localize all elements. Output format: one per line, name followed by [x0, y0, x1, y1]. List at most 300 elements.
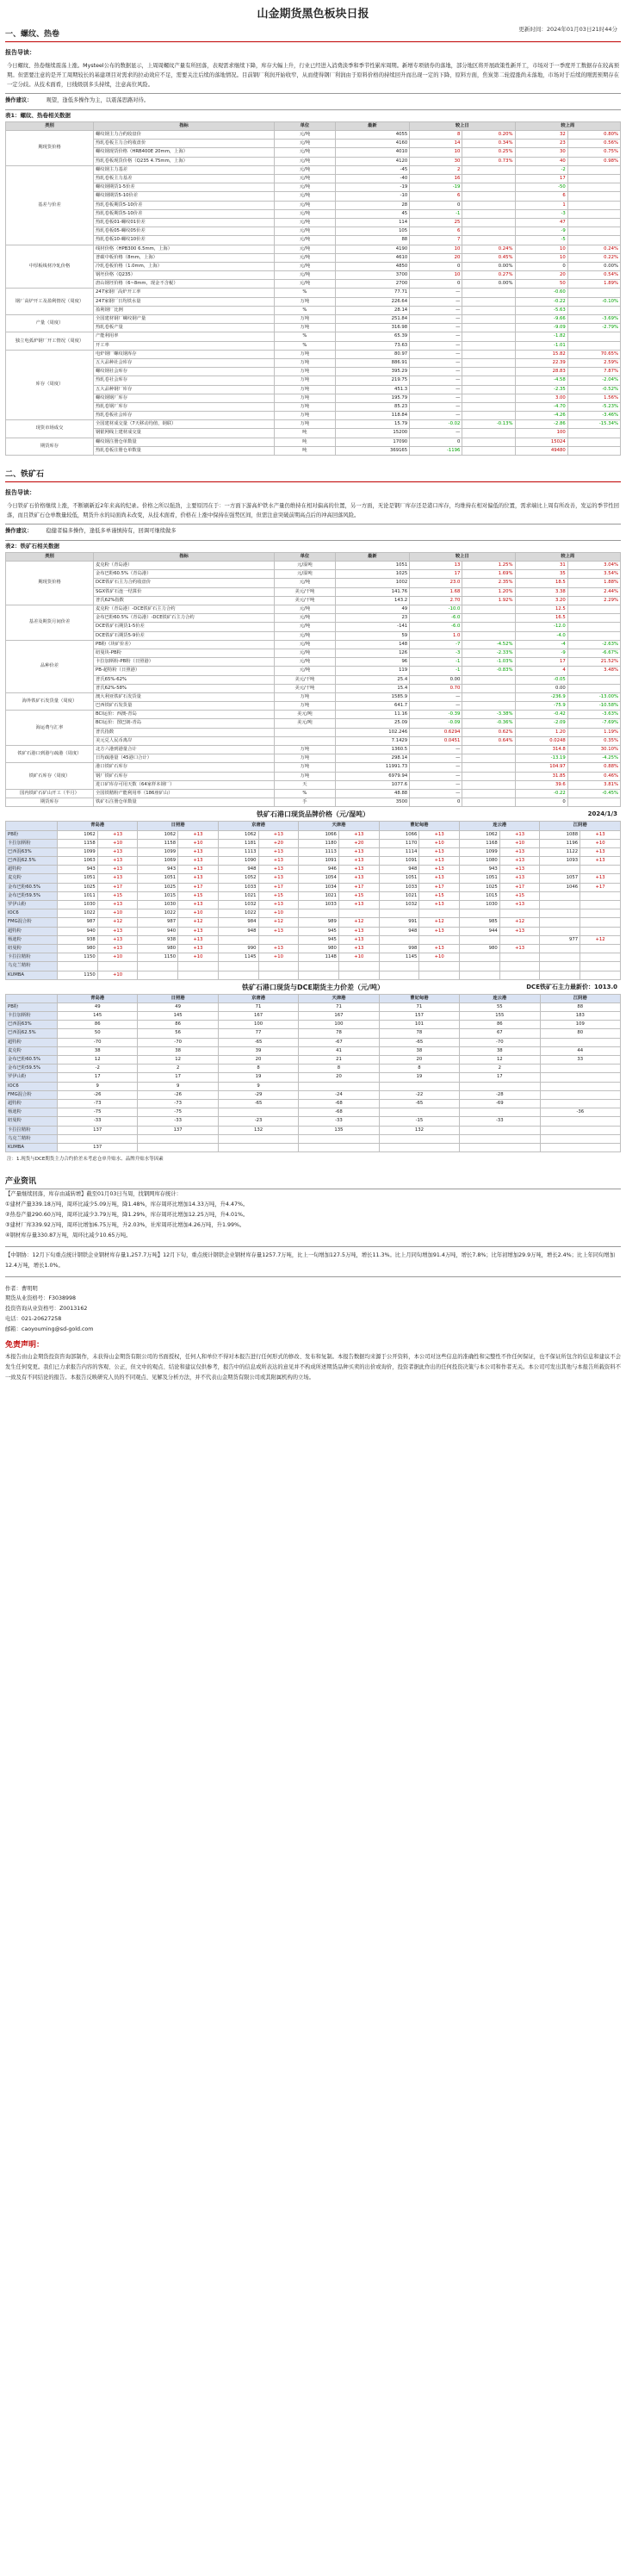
- change-cell: [338, 909, 379, 918]
- change-cell: +13: [97, 857, 138, 866]
- brand-cell: 乌克兰精粉: [6, 1134, 58, 1143]
- change-cell: [462, 789, 515, 798]
- author-email[interactable]: 邮箱：caoyouming@sd-gold.com: [5, 1326, 94, 1333]
- change-cell: -0.22: [515, 789, 567, 798]
- unit-cell: 元/吨: [275, 262, 335, 270]
- unit-cell: 万吨: [275, 746, 335, 754]
- unit-cell: 元/吨: [275, 131, 335, 140]
- table-row: [6, 412, 621, 420]
- change-cell: [580, 901, 621, 909]
- change-cell: [462, 402, 515, 411]
- price-cell: 990: [218, 944, 258, 953]
- change-cell: —: [410, 350, 462, 358]
- latest-cell: 316.98: [335, 324, 410, 332]
- change-cell: 0.00%: [462, 280, 515, 289]
- change-cell: 10: [515, 253, 567, 262]
- basis-cell: 80: [540, 1029, 620, 1038]
- change-cell: -3.69%: [567, 315, 620, 324]
- brand-cell: 卡拉加斯粉: [6, 839, 58, 847]
- change-cell: 2.59%: [567, 358, 620, 367]
- unit-cell: 元/吨: [275, 192, 335, 201]
- latest-cell: 3700: [335, 271, 410, 280]
- latest-cell: 118.84: [335, 412, 410, 420]
- change-cell: 31: [515, 562, 567, 570]
- latest-cell: 226.64: [335, 297, 410, 306]
- indicator-cell: 热轧卷板社会库存: [94, 412, 275, 420]
- price-cell: 980: [58, 944, 98, 953]
- news-item: ④钢材库存量330.87万吨，周环比减少10.65万吨。: [5, 1232, 132, 1238]
- change-cell: 0.56%: [567, 140, 620, 148]
- change-cell: —: [410, 702, 462, 711]
- indicator-cell: 冷轧卷板价格（1.0mm，上海）: [94, 262, 275, 270]
- price-cell: [299, 971, 339, 979]
- basis-cell: [540, 1117, 620, 1126]
- latest-cell: 2700: [335, 280, 410, 289]
- change-cell: —: [410, 754, 462, 763]
- change-cell: [567, 675, 620, 684]
- change-cell: [462, 165, 515, 174]
- change-cell: -1: [410, 209, 462, 218]
- basis-cell: [540, 1038, 620, 1046]
- basis-cell: 39: [218, 1046, 298, 1055]
- price-cell: 1150: [138, 953, 178, 962]
- change-cell: +15: [419, 891, 460, 900]
- price-cell: 984: [218, 918, 258, 927]
- latest-cell: 1077.6: [335, 780, 410, 789]
- change-cell: +10: [580, 839, 621, 847]
- change-cell: -0.10%: [567, 297, 620, 306]
- change-cell: -1196: [410, 446, 462, 455]
- price-cell: 1145: [218, 953, 258, 962]
- change-cell: 22.39: [515, 358, 567, 367]
- price-cell: 940: [58, 927, 98, 935]
- change-cell: -10.0: [410, 605, 462, 614]
- change-cell: +13: [499, 874, 540, 883]
- table-row: [6, 605, 621, 614]
- change-cell: [567, 605, 620, 614]
- indicator-cell: 美元兑人民币离岸: [94, 736, 275, 745]
- latest-cell: 45: [335, 209, 410, 218]
- unit-cell: 元/吨: [275, 605, 335, 614]
- change-cell: +13: [338, 927, 379, 935]
- brand-cell: 巴西混63%: [6, 1021, 58, 1029]
- change-cell: +13: [499, 927, 540, 935]
- change-cell: [462, 385, 515, 394]
- indicator-cell: 日均疏港量（45港口合计）: [94, 754, 275, 763]
- change-cell: 20: [515, 271, 567, 280]
- basis-cell: -33: [299, 1117, 379, 1126]
- unit-cell: 吨: [275, 446, 335, 455]
- price-cell: 1051: [460, 874, 500, 883]
- change-cell: +13: [97, 927, 138, 935]
- change-cell: +13: [258, 944, 299, 953]
- price-cell: [540, 901, 580, 909]
- indicator-cell: 钢坯价格（Q235）: [94, 271, 275, 280]
- table-row: [6, 562, 621, 570]
- table-row: [6, 1099, 621, 1108]
- change-cell: —: [410, 289, 462, 297]
- change-cell: 32: [515, 131, 567, 140]
- category-cell: 库存（周度）: [6, 350, 94, 420]
- basis-cell: [218, 1108, 298, 1117]
- change-cell: [462, 684, 515, 692]
- price-cell: [218, 962, 258, 971]
- brand-cell: 卡拉拉精粉: [6, 1126, 58, 1134]
- basis-cell: -65: [379, 1038, 459, 1046]
- latest-cell: 4610: [335, 253, 410, 262]
- change-cell: -13.19: [515, 754, 567, 763]
- category-cell: 国内铁矿石矿山开工（半月）: [6, 789, 94, 798]
- change-cell: [258, 971, 299, 979]
- change-cell: [462, 702, 515, 711]
- change-cell: +17: [97, 883, 138, 891]
- price-cell: [299, 909, 339, 918]
- port-basis-note-label: DCE铁矿石主力最新价：: [526, 983, 594, 990]
- latest-cell: 11991.73: [335, 763, 410, 772]
- news-list-1: [5, 1189, 621, 1241]
- latest-cell: 195.79: [335, 394, 410, 402]
- table-row: [6, 148, 621, 157]
- change-cell: 7.87%: [567, 368, 620, 376]
- port-header: 天津港: [299, 822, 379, 830]
- price-cell: [540, 891, 580, 900]
- change-cell: 3.20: [515, 596, 567, 605]
- unit-cell: 元/吨: [275, 631, 335, 640]
- change-cell: +13: [499, 901, 540, 909]
- change-cell: +13: [419, 857, 460, 866]
- price-cell: 1091: [299, 857, 339, 866]
- table-row: [6, 1073, 621, 1082]
- change-cell: [419, 909, 460, 918]
- change-cell: -2.04%: [567, 376, 620, 385]
- change-cell: [462, 350, 515, 358]
- unit-cell: 万吨: [275, 763, 335, 772]
- latest-cell: 219.75: [335, 376, 410, 385]
- unit-cell: 美元/吨: [275, 719, 335, 728]
- change-cell: [580, 927, 621, 935]
- unit-cell: 吨: [275, 429, 335, 438]
- divider: [5, 524, 621, 525]
- price-cell: 943: [460, 866, 500, 874]
- brand-cell: FMG混合粉: [6, 918, 58, 927]
- price-cell: 944: [460, 927, 500, 935]
- change-cell: -5.23%: [567, 402, 620, 411]
- unit-cell: 元/吨: [275, 253, 335, 262]
- price-cell: 1022: [218, 909, 258, 918]
- change-cell: 10: [410, 271, 462, 280]
- change-cell: -0.05: [515, 675, 567, 684]
- price-cell: 1113: [299, 847, 339, 856]
- change-cell: -2.09: [515, 719, 567, 728]
- basis-cell: 71: [299, 1002, 379, 1011]
- indicator-cell: 铁矿石注册仓单数量: [94, 798, 275, 807]
- table-header: 单位: [275, 121, 335, 130]
- change-cell: 39.6: [515, 780, 567, 789]
- change-cell: +10: [419, 839, 460, 847]
- change-cell: 2.44%: [567, 587, 620, 596]
- table-row: [6, 236, 621, 245]
- price-cell: 940: [138, 927, 178, 935]
- table-row: [6, 711, 621, 719]
- table-row: [6, 394, 621, 402]
- change-cell: —: [410, 412, 462, 420]
- latest-cell: 1002: [335, 579, 410, 587]
- change-cell: 0.62%: [462, 728, 515, 736]
- basis-cell: -33: [138, 1117, 218, 1126]
- table-row: [6, 918, 621, 927]
- change-cell: [567, 798, 620, 807]
- change-cell: -50: [515, 183, 567, 192]
- change-cell: 1.92%: [462, 596, 515, 605]
- indicator-cell: 热轧卷板现货价格（Q235 4.75mm，上海）: [94, 157, 275, 165]
- basis-cell: 135: [299, 1126, 379, 1134]
- basis-cell: [460, 1108, 540, 1117]
- indicator-cell: BCI运价：西澳-青岛: [94, 711, 275, 719]
- unit-cell: 元/吨: [275, 227, 335, 236]
- latest-cell: 451.3: [335, 385, 410, 394]
- change-cell: -3.38%: [462, 711, 515, 719]
- unit-cell: 万吨: [275, 385, 335, 394]
- change-cell: 25: [410, 218, 462, 227]
- basis-cell: 38: [379, 1046, 459, 1055]
- change-cell: +15: [499, 891, 540, 900]
- change-cell: -0.39: [410, 711, 462, 719]
- change-cell: 47: [515, 218, 567, 227]
- table-row: [6, 857, 621, 866]
- unit-cell: 天: [275, 780, 335, 789]
- basis-cell: 71: [218, 1002, 298, 1011]
- price-cell: 1057: [540, 874, 580, 883]
- table-header: 最新: [335, 121, 410, 130]
- s1-strategy: [5, 97, 621, 105]
- unit-cell: %: [275, 789, 335, 798]
- change-cell: -4: [515, 640, 567, 649]
- change-cell: -13.00%: [567, 692, 620, 701]
- latest-cell: -10: [335, 192, 410, 201]
- price-cell: 1181: [218, 839, 258, 847]
- indicator-cell: 钢银网线上建材成交量: [94, 429, 275, 438]
- brand-cell: 纽曼粉: [6, 1117, 58, 1126]
- port-header: 日照港: [138, 994, 218, 1002]
- price-cell: 1063: [58, 857, 98, 866]
- change-cell: -9.09: [515, 324, 567, 332]
- port-basis-note-value: 1013.0: [593, 983, 617, 990]
- change-cell: [462, 429, 515, 438]
- basis-cell: [460, 1126, 540, 1134]
- change-cell: 15024: [515, 438, 567, 446]
- s2-strategy-text: 稳健者偏多操作，逢低多单谨慎持有，回调可继续做多: [46, 527, 177, 534]
- change-cell: 35: [515, 570, 567, 579]
- table-header: 指标: [94, 552, 275, 561]
- price-cell: 1025: [460, 883, 500, 891]
- indicator-cell: 盈利钢厂比例: [94, 306, 275, 314]
- table-row: [6, 332, 621, 341]
- change-cell: -2.33%: [462, 649, 515, 657]
- change-cell: [567, 341, 620, 350]
- category-cell: 品种价差: [6, 640, 94, 692]
- basis-cell: 167: [218, 1012, 298, 1021]
- price-cell: 1158: [138, 839, 178, 847]
- change-cell: 0.00: [410, 675, 462, 684]
- change-cell: [580, 962, 621, 971]
- change-cell: +10: [258, 909, 299, 918]
- indicator-cell: 螺纹钢现货价格（HRB400E 20mm，上海）: [94, 148, 275, 157]
- unit-cell: 万吨: [275, 692, 335, 701]
- basis-cell: 12: [58, 1056, 138, 1065]
- change-cell: 7: [410, 236, 462, 245]
- latest-cell: 4190: [335, 245, 410, 253]
- change-cell: -2.86: [515, 420, 567, 429]
- price-cell: 1052: [218, 874, 258, 883]
- basis-cell: 44: [540, 1046, 620, 1055]
- change-cell: [462, 209, 515, 218]
- change-cell: +13: [258, 847, 299, 856]
- table-row: [6, 719, 621, 728]
- latest-cell: 126: [335, 649, 410, 657]
- price-cell: 948: [379, 927, 419, 935]
- table-row: [6, 1126, 621, 1134]
- latest-cell: 105: [335, 227, 410, 236]
- change-cell: -2.79%: [567, 324, 620, 332]
- indicator-cell: 螺纹钢注册仓单数量: [94, 438, 275, 446]
- unit-cell: 元/吨: [275, 280, 335, 289]
- price-cell: 1030: [138, 901, 178, 909]
- change-cell: [580, 971, 621, 979]
- unit-cell: 元/吨: [275, 183, 335, 192]
- brand-cell: 罗伊山粉: [6, 1073, 58, 1082]
- latest-cell: -45: [335, 165, 410, 174]
- change-cell: +12: [258, 918, 299, 927]
- latest-cell: 59: [335, 631, 410, 640]
- change-cell: 1.68: [410, 587, 462, 596]
- change-cell: +17: [338, 883, 379, 891]
- table-row: [6, 289, 621, 297]
- change-cell: [580, 909, 621, 918]
- divider: [5, 93, 621, 94]
- change-cell: 1.89%: [567, 280, 620, 289]
- change-cell: +17: [178, 883, 219, 891]
- port-header: 连云港: [460, 822, 540, 830]
- latest-cell: 28: [335, 201, 410, 209]
- basis-cell: 49: [138, 1002, 218, 1011]
- latest-cell: 73.63: [335, 341, 410, 350]
- table-row: [6, 692, 621, 701]
- unit-cell: 元/吨: [275, 218, 335, 227]
- change-cell: +13: [419, 901, 460, 909]
- latest-cell: 65.39: [335, 332, 410, 341]
- port-header: 曹妃甸港: [379, 994, 459, 1002]
- latest-cell: 85.23: [335, 402, 410, 411]
- brand-cell: 杨迪粉: [6, 935, 58, 944]
- price-cell: 1122: [540, 847, 580, 856]
- unit-cell: 万吨: [275, 394, 335, 402]
- change-cell: 4: [515, 667, 567, 675]
- change-cell: —: [410, 368, 462, 376]
- brand-cell: PB粉: [6, 830, 58, 839]
- category-cell: 基差及期货月间价差: [6, 605, 94, 641]
- change-cell: -0.45%: [567, 789, 620, 798]
- price-cell: 1091: [379, 857, 419, 866]
- indicator-cell: 螺纹钢社会库存: [94, 368, 275, 376]
- price-cell: 1062: [460, 830, 500, 839]
- price-cell: 1069: [138, 857, 178, 866]
- table-row: [6, 1046, 621, 1055]
- table-row: [6, 640, 621, 649]
- basis-cell: 155: [460, 1012, 540, 1021]
- change-cell: [567, 183, 620, 192]
- change-cell: 10: [410, 245, 462, 253]
- change-cell: -9.66: [515, 315, 567, 324]
- brand-cell: KUMBA: [6, 971, 58, 979]
- basis-cell: 101: [379, 1021, 459, 1029]
- change-cell: [567, 306, 620, 314]
- unit-cell: 元/湿吨: [275, 570, 335, 579]
- change-cell: 13: [410, 562, 462, 570]
- change-cell: -0.52%: [567, 385, 620, 394]
- unit-cell: 元/吨: [275, 667, 335, 675]
- change-cell: 0.80%: [567, 131, 620, 140]
- unit-cell: 元/吨: [275, 201, 335, 209]
- latest-cell: 15.79: [335, 420, 410, 429]
- change-cell: [462, 675, 515, 684]
- table-row: [6, 596, 621, 605]
- price-cell: 938: [58, 935, 98, 944]
- price-cell: 1158: [58, 839, 98, 847]
- brand-cell: 卡拉加斯粉: [6, 1012, 58, 1021]
- change-cell: [567, 684, 620, 692]
- indicator-cell: 金布巴粉60.5%（青岛港）-DCE铁矿石主力合约: [94, 614, 275, 623]
- price-cell: 1088: [540, 830, 580, 839]
- basis-cell: -67: [299, 1038, 379, 1046]
- price-cell: [460, 962, 500, 971]
- basis-cell: 78: [299, 1029, 379, 1038]
- latest-cell: 1025: [335, 570, 410, 579]
- news-item: ②热卷产量290.60万吨，周环比减少3.79万吨，降1.29%，库存周环比增加12.25万吨，升4.01%。: [5, 1211, 249, 1218]
- change-cell: 0.75%: [567, 148, 620, 157]
- latest-cell: 102.246: [335, 728, 410, 736]
- change-cell: [462, 227, 515, 236]
- change-cell: 1.69%: [462, 570, 515, 579]
- table-row: [6, 192, 621, 201]
- indicator-cell: 247家钢厂高炉开工率: [94, 289, 275, 297]
- divider: [5, 1276, 621, 1277]
- basis-cell: 71: [379, 1002, 459, 1011]
- change-cell: —: [410, 332, 462, 341]
- change-cell: [462, 412, 515, 420]
- price-cell: 1170: [379, 839, 419, 847]
- latest-cell: 143.2: [335, 596, 410, 605]
- price-cell: 1011: [58, 891, 98, 900]
- price-cell: [379, 962, 419, 971]
- change-cell: [97, 962, 138, 971]
- indicator-cell: 钢厂铁矿石库存: [94, 772, 275, 780]
- basis-cell: -65: [218, 1099, 298, 1108]
- table-row: [6, 175, 621, 183]
- indicator-cell: 进口矿库存可用天数（64家样本钢厂）: [94, 780, 275, 789]
- change-cell: -0.09: [410, 719, 462, 728]
- change-cell: [462, 324, 515, 332]
- basis-cell: [540, 1099, 620, 1108]
- brand-cell: 巴西混62.5%: [6, 857, 58, 866]
- latest-cell: 15200: [335, 429, 410, 438]
- basis-cell: -22: [379, 1090, 459, 1099]
- table-row: [6, 1021, 621, 1029]
- change-cell: +12: [178, 918, 219, 927]
- change-cell: 2.35%: [462, 579, 515, 587]
- price-cell: 1062: [138, 830, 178, 839]
- latest-cell: 48.88: [335, 789, 410, 798]
- change-cell: +13: [258, 901, 299, 909]
